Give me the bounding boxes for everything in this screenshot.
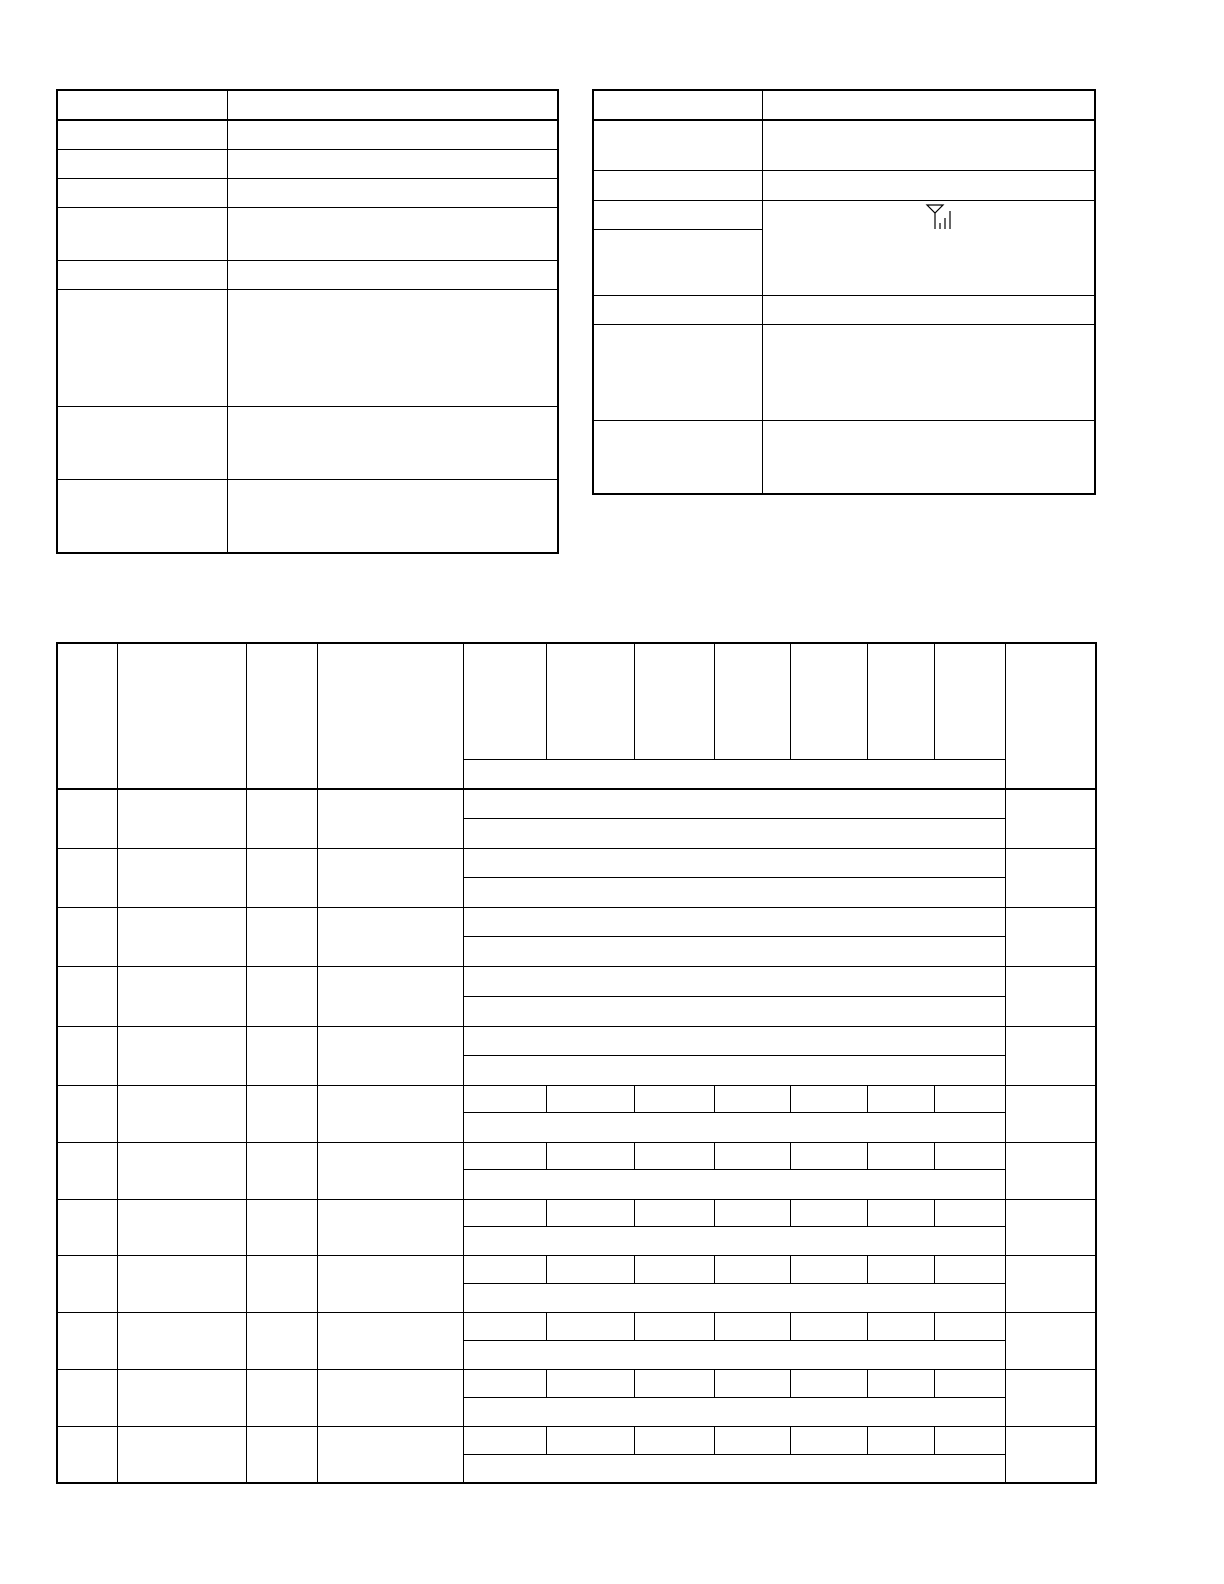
main-inner-rule: [463, 936, 1005, 937]
main-cell-divider: [634, 1369, 635, 1397]
main-header-subcol: [634, 642, 635, 759]
top-left-row-rule: [56, 260, 559, 261]
main-cell-divider: [546, 1369, 547, 1397]
top-right-header-rule: [592, 119, 1096, 121]
top-right-table-border: [592, 89, 1096, 495]
main-header-col1: [58, 645, 66, 649]
main-cell-divider: [934, 1255, 935, 1283]
main-cell-divider: [934, 1085, 935, 1112]
main-cell-divider: [790, 1199, 791, 1226]
main-header-col2: [119, 645, 127, 649]
top-left-col-divider: [227, 89, 228, 554]
antenna-signal-icon: [925, 203, 955, 231]
main-cell-divider: [546, 1142, 547, 1169]
main-table-border: [56, 642, 1097, 1484]
main-inner-rule: [463, 1055, 1005, 1056]
main-cell-divider: [790, 1312, 791, 1340]
main-header-col3: [248, 645, 256, 649]
main-cell-divider: [634, 1199, 635, 1226]
main-row-rule: [56, 1085, 1097, 1086]
main-cell-divider: [934, 1426, 935, 1454]
main-header-span-rule: [463, 759, 1005, 760]
top-left-header-label: [58, 92, 66, 96]
main-header-last: [1007, 645, 1015, 649]
main-inner-rule: [463, 1454, 1005, 1455]
main-header-subcol: [714, 642, 715, 759]
main-inner-rule: [463, 1340, 1005, 1341]
main-col-divider: [463, 642, 464, 1484]
main-cell-divider: [714, 1312, 715, 1340]
top-right-row-rule: [592, 420, 1096, 421]
main-inner-rule: [463, 1112, 1005, 1113]
main-cell-divider: [634, 1142, 635, 1169]
main-inner-rule: [463, 1169, 1005, 1170]
main-row-rule: [56, 907, 1097, 908]
main-cell-divider: [546, 1085, 547, 1112]
top-left-row-rule: [56, 149, 559, 150]
main-row-rule: [56, 1199, 1097, 1200]
main-cell-divider: [634, 1312, 635, 1340]
main-cell-divider: [714, 1142, 715, 1169]
main-cell-divider: [714, 1426, 715, 1454]
main-row-rule: [56, 1369, 1097, 1370]
main-row-rule: [56, 1426, 1097, 1427]
main-cell-divider: [634, 1085, 635, 1112]
main-cell-divider: [790, 1142, 791, 1169]
top-right-header-label: [594, 92, 602, 96]
top-left-row-rule: [56, 207, 559, 208]
main-cell-divider: [546, 1255, 547, 1283]
main-cell-divider: [934, 1199, 935, 1226]
top-left-header-value: [229, 92, 237, 96]
main-inner-rule: [463, 1397, 1005, 1398]
top-right-row-rule: [592, 324, 1096, 325]
main-col-divider: [117, 642, 118, 1484]
main-cell-divider: [634, 1255, 635, 1283]
main-cell-divider: [934, 1312, 935, 1340]
main-cell-divider: [934, 1142, 935, 1169]
main-header-subcol: [867, 642, 868, 759]
main-header-rule: [56, 788, 1097, 790]
main-header-subcol: [546, 642, 547, 759]
main-row-rule: [56, 1026, 1097, 1027]
top-left-row-rule: [56, 178, 559, 179]
main-cell-divider: [714, 1369, 715, 1397]
main-cell-divider: [714, 1199, 715, 1226]
main-col-divider: [317, 642, 318, 1484]
top-right-row-rule: [592, 170, 1096, 171]
top-left-row-rule: [56, 289, 559, 290]
top-left-table-border: [56, 89, 559, 554]
main-inner-rule: [463, 1283, 1005, 1284]
top-right-row-rule: [592, 295, 1096, 296]
main-inner-rule: [463, 877, 1005, 878]
main-cell-divider: [546, 1312, 547, 1340]
main-cell-divider: [934, 1369, 935, 1397]
top-right-header-value: [764, 92, 772, 96]
main-col-divider: [1005, 642, 1006, 1484]
main-col-divider: [246, 642, 247, 1484]
main-inner-rule: [463, 996, 1005, 997]
main-row-rule: [56, 1142, 1097, 1143]
main-cell-divider: [714, 1255, 715, 1283]
top-left-header-rule: [56, 119, 559, 121]
main-inner-rule: [463, 818, 1005, 819]
main-cell-divider: [790, 1085, 791, 1112]
main-header-subcol: [790, 642, 791, 759]
main-row-rule: [56, 1255, 1097, 1256]
main-cell-divider: [634, 1426, 635, 1454]
main-row-rule: [56, 848, 1097, 849]
main-header-subcol: [934, 642, 935, 759]
main-cell-divider: [714, 1085, 715, 1112]
main-cell-divider: [546, 1199, 547, 1226]
main-cell-divider: [867, 1085, 868, 1112]
main-header-col4: [319, 645, 327, 649]
main-row-rule: [56, 1312, 1097, 1313]
main-inner-rule: [463, 1226, 1005, 1227]
main-cell-divider: [790, 1255, 791, 1283]
main-cell-divider: [790, 1426, 791, 1454]
top-left-row-rule: [56, 479, 559, 480]
main-cell-divider: [790, 1369, 791, 1397]
main-cell-divider: [867, 1312, 868, 1340]
main-cell-divider: [867, 1369, 868, 1397]
main-cell-divider: [867, 1255, 868, 1283]
top-left-row-rule: [56, 406, 559, 407]
top-right-left-split-rule: [592, 229, 762, 230]
main-header-span: [465, 762, 473, 766]
top-right-col-divider: [762, 89, 763, 495]
main-row-rule: [56, 966, 1097, 967]
main-cell-divider: [867, 1142, 868, 1169]
main-cell-divider: [867, 1426, 868, 1454]
main-cell-divider: [867, 1199, 868, 1226]
top-right-row-rule: [592, 200, 1096, 201]
main-cell-divider: [546, 1426, 547, 1454]
